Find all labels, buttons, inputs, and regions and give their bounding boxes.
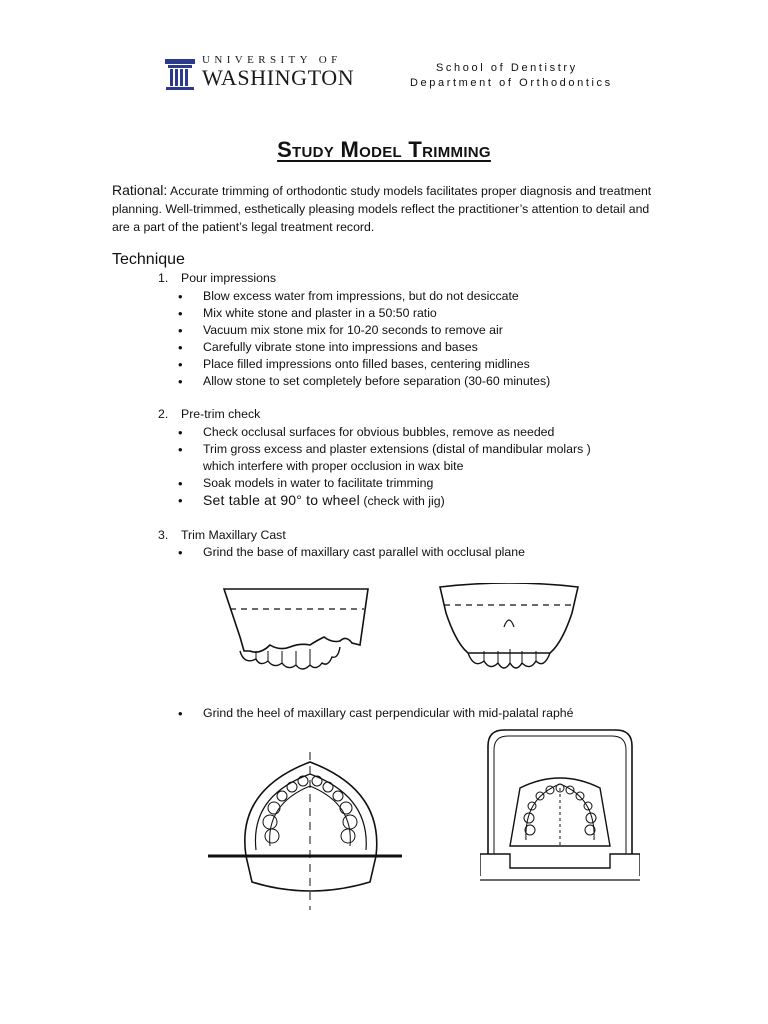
bullet-icon: • (178, 323, 183, 338)
rationale-paragraph (112, 181, 660, 236)
step-number: 2. (158, 407, 169, 421)
maxillary-cast-side-view-illustration (220, 585, 370, 685)
bullet-icon: • (178, 374, 183, 389)
university-logo (162, 54, 382, 94)
maxillary-cast-front-view-illustration (434, 583, 584, 683)
step-label: Trim Maxillary Cast (181, 528, 286, 542)
step-2 (0, 407, 768, 427)
bullet-icon: • (178, 340, 183, 355)
list-item: Soak models in water to facilitate trimming (203, 476, 434, 490)
rationale-label: Rational: (112, 182, 168, 198)
list-item: Grind the heel of maxillary cast perpendicular with mid-palatal raphé (203, 706, 574, 720)
bullet-icon: • (178, 425, 183, 440)
list-item: Vacuum mix stone mix for 10-20 seconds to remove air (203, 323, 503, 337)
step-number: 3. (158, 528, 169, 542)
step-2-bullets (0, 425, 768, 515)
list-item: Check occlusal surfaces for obvious bubbles, remove as needed (203, 425, 555, 439)
university-main-text: WASHINGTON (202, 65, 355, 90)
list-item: Grind the base of maxillary cast parallel with occlusal plane (203, 545, 525, 559)
step-number: 1. (158, 271, 169, 285)
university-top-text: UNIVERSITY OF (202, 54, 342, 66)
step-1 (0, 271, 768, 291)
note-text: (check with jig) (363, 494, 445, 508)
step-label: Pour impressions (181, 271, 276, 285)
bullet-icon: • (178, 357, 183, 372)
step-3-bullet-1 (0, 545, 768, 565)
technique-heading: Technique (112, 251, 185, 268)
bullet-icon: • (178, 442, 183, 457)
list-item: Mix white stone and plaster in a 50:50 ratio (203, 306, 437, 320)
bullet-icon: • (178, 493, 183, 508)
list-item: Carefully vibrate stone into impressions and bases (203, 340, 478, 354)
maxillary-cast-occlusal-view-illustration (206, 750, 406, 920)
uw-column-logo-icon (162, 56, 198, 92)
bullet-icon: • (178, 545, 183, 560)
list-item: Trim gross excess and plaster extensions (distal of mandibular molars ) (203, 442, 591, 456)
bullet-icon: • (178, 289, 183, 304)
list-item: Place filled impressions onto filled bases, centering midlines (203, 357, 530, 371)
list-item (203, 492, 445, 508)
step-3-bullet-2 (0, 706, 768, 726)
bullet-icon: • (178, 706, 183, 721)
model-trimmer-jig-illustration (480, 728, 640, 884)
step-label: Pre-trim check (181, 407, 261, 421)
school-name: School of Dentistry (436, 62, 578, 74)
bullet-icon: • (178, 476, 183, 491)
step-1-bullets (0, 289, 768, 399)
department-name: Department of Orthodontics (410, 77, 613, 89)
rationale-text: Accurate trimming of orthodontic study models facilitates proper diagnosis and treatment planning. Well-trimmed, esthetically pleasing models reflect the practitioner’s attention to detail and are a part of the patient’s legal treatment record. (112, 184, 652, 234)
page-title: Study Model Trimming (277, 137, 491, 162)
emphasis-text: Set table at 90° to wheel (203, 492, 360, 508)
bullet-icon: • (178, 306, 183, 321)
list-item: Blow excess water from impressions, but do not desiccate (203, 289, 519, 303)
list-item: Allow stone to set completely before separation (30-60 minutes) (203, 374, 551, 388)
list-item-continuation: which interfere with proper occlusion in wax bite (203, 459, 464, 473)
